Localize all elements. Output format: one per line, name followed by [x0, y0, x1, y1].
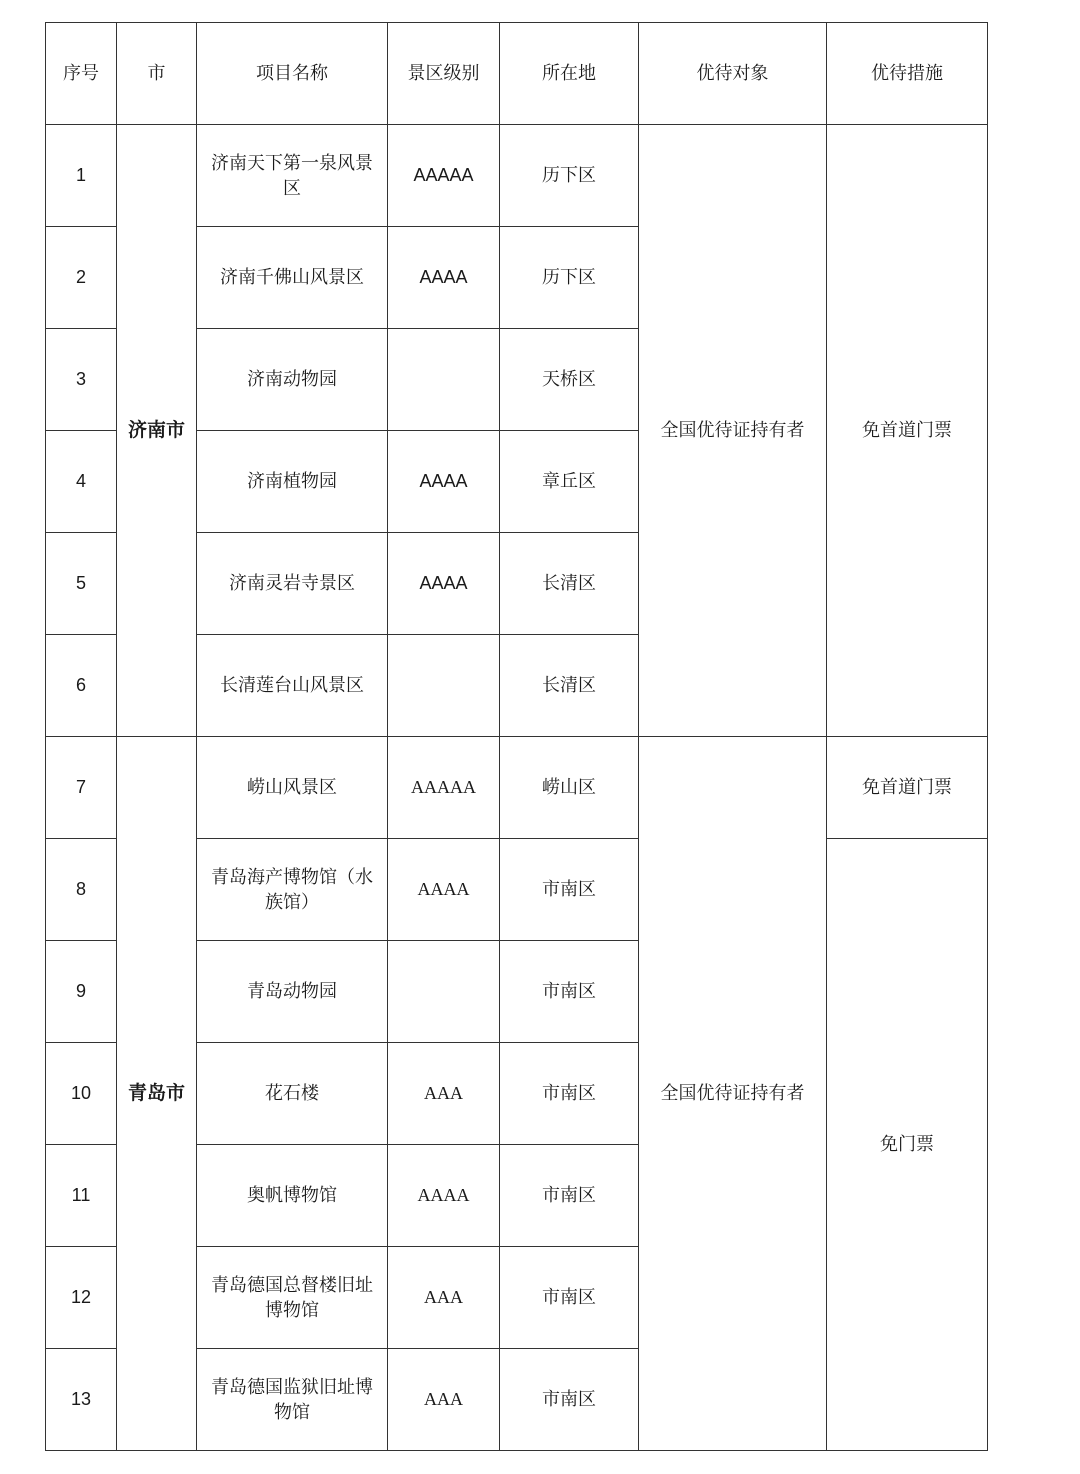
header-project-name: 项目名称 [197, 23, 388, 125]
row-location: 市南区 [500, 941, 639, 1043]
row-name: 青岛动物园 [197, 941, 388, 1043]
table-row [46, 737, 988, 839]
row-no: 7 [46, 737, 117, 839]
row-location: 市南区 [500, 1145, 639, 1247]
header-level: 景区级别 [388, 23, 500, 125]
row-no: 3 [46, 329, 117, 431]
row-level: AAAAA [388, 125, 500, 227]
row-level: AAA [388, 1349, 500, 1451]
row-location: 市南区 [500, 839, 639, 941]
row-level: AAAA [388, 533, 500, 635]
row-location: 章丘区 [500, 431, 639, 533]
header-measure: 优待措施 [827, 23, 988, 125]
row-level: AAA [388, 1247, 500, 1349]
row-no: 13 [46, 1349, 117, 1451]
row-level: AAAA [388, 227, 500, 329]
header-city: 市 [117, 23, 197, 125]
row-no: 12 [46, 1247, 117, 1349]
row-location: 历下区 [500, 125, 639, 227]
row-level: AAAA [388, 839, 500, 941]
row-no: 1 [46, 125, 117, 227]
row-name: 长清莲台山风景区 [197, 635, 388, 737]
row-name: 奥帆博物馆 [197, 1145, 388, 1247]
row-name: 青岛德国总督楼旧址博物馆 [197, 1247, 388, 1349]
target-group-jinan: 全国优待证持有者 [639, 125, 827, 737]
row-no: 9 [46, 941, 117, 1043]
row-name: 花石楼 [197, 1043, 388, 1145]
row-no: 2 [46, 227, 117, 329]
measure-qingdao-first: 免首道门票 [827, 737, 988, 839]
row-level: AAAA [388, 431, 500, 533]
row-level: AAAA [388, 1145, 500, 1247]
row-location: 天桥区 [500, 329, 639, 431]
row-location: 历下区 [500, 227, 639, 329]
row-no: 11 [46, 1145, 117, 1247]
row-name: 济南千佛山风景区 [197, 227, 388, 329]
measure-qingdao-rest: 免门票 [827, 839, 988, 1451]
row-name: 济南灵岩寺景区 [197, 533, 388, 635]
city-cell-jinan: 济南市 [117, 125, 197, 737]
header-no: 序号 [46, 23, 117, 125]
row-name: 青岛德国监狱旧址博物馆 [197, 1349, 388, 1451]
row-name: 济南动物园 [197, 329, 388, 431]
attractions-table [45, 22, 988, 1451]
header-location: 所在地 [500, 23, 639, 125]
header-row [46, 23, 988, 125]
row-name: 崂山风景区 [197, 737, 388, 839]
row-location: 崂山区 [500, 737, 639, 839]
measure-jinan: 免首道门票 [827, 125, 988, 737]
row-location: 市南区 [500, 1247, 639, 1349]
row-no: 10 [46, 1043, 117, 1145]
row-level: AAAAA [388, 737, 500, 839]
row-location: 长清区 [500, 533, 639, 635]
row-level [388, 941, 500, 1043]
row-location: 长清区 [500, 635, 639, 737]
row-no: 8 [46, 839, 117, 941]
row-name: 济南植物园 [197, 431, 388, 533]
table-row [46, 125, 988, 227]
row-name: 济南天下第一泉风景区 [197, 125, 388, 227]
row-level [388, 329, 500, 431]
city-cell-qingdao: 青岛市 [117, 737, 197, 1451]
target-group-qingdao: 全国优待证持有者 [639, 737, 827, 1451]
row-level: AAA [388, 1043, 500, 1145]
row-location: 市南区 [500, 1349, 639, 1451]
row-no: 6 [46, 635, 117, 737]
row-level [388, 635, 500, 737]
header-target-group: 优待对象 [639, 23, 827, 125]
row-name: 青岛海产博物馆（水族馆） [197, 839, 388, 941]
row-no: 4 [46, 431, 117, 533]
row-no: 5 [46, 533, 117, 635]
row-location: 市南区 [500, 1043, 639, 1145]
